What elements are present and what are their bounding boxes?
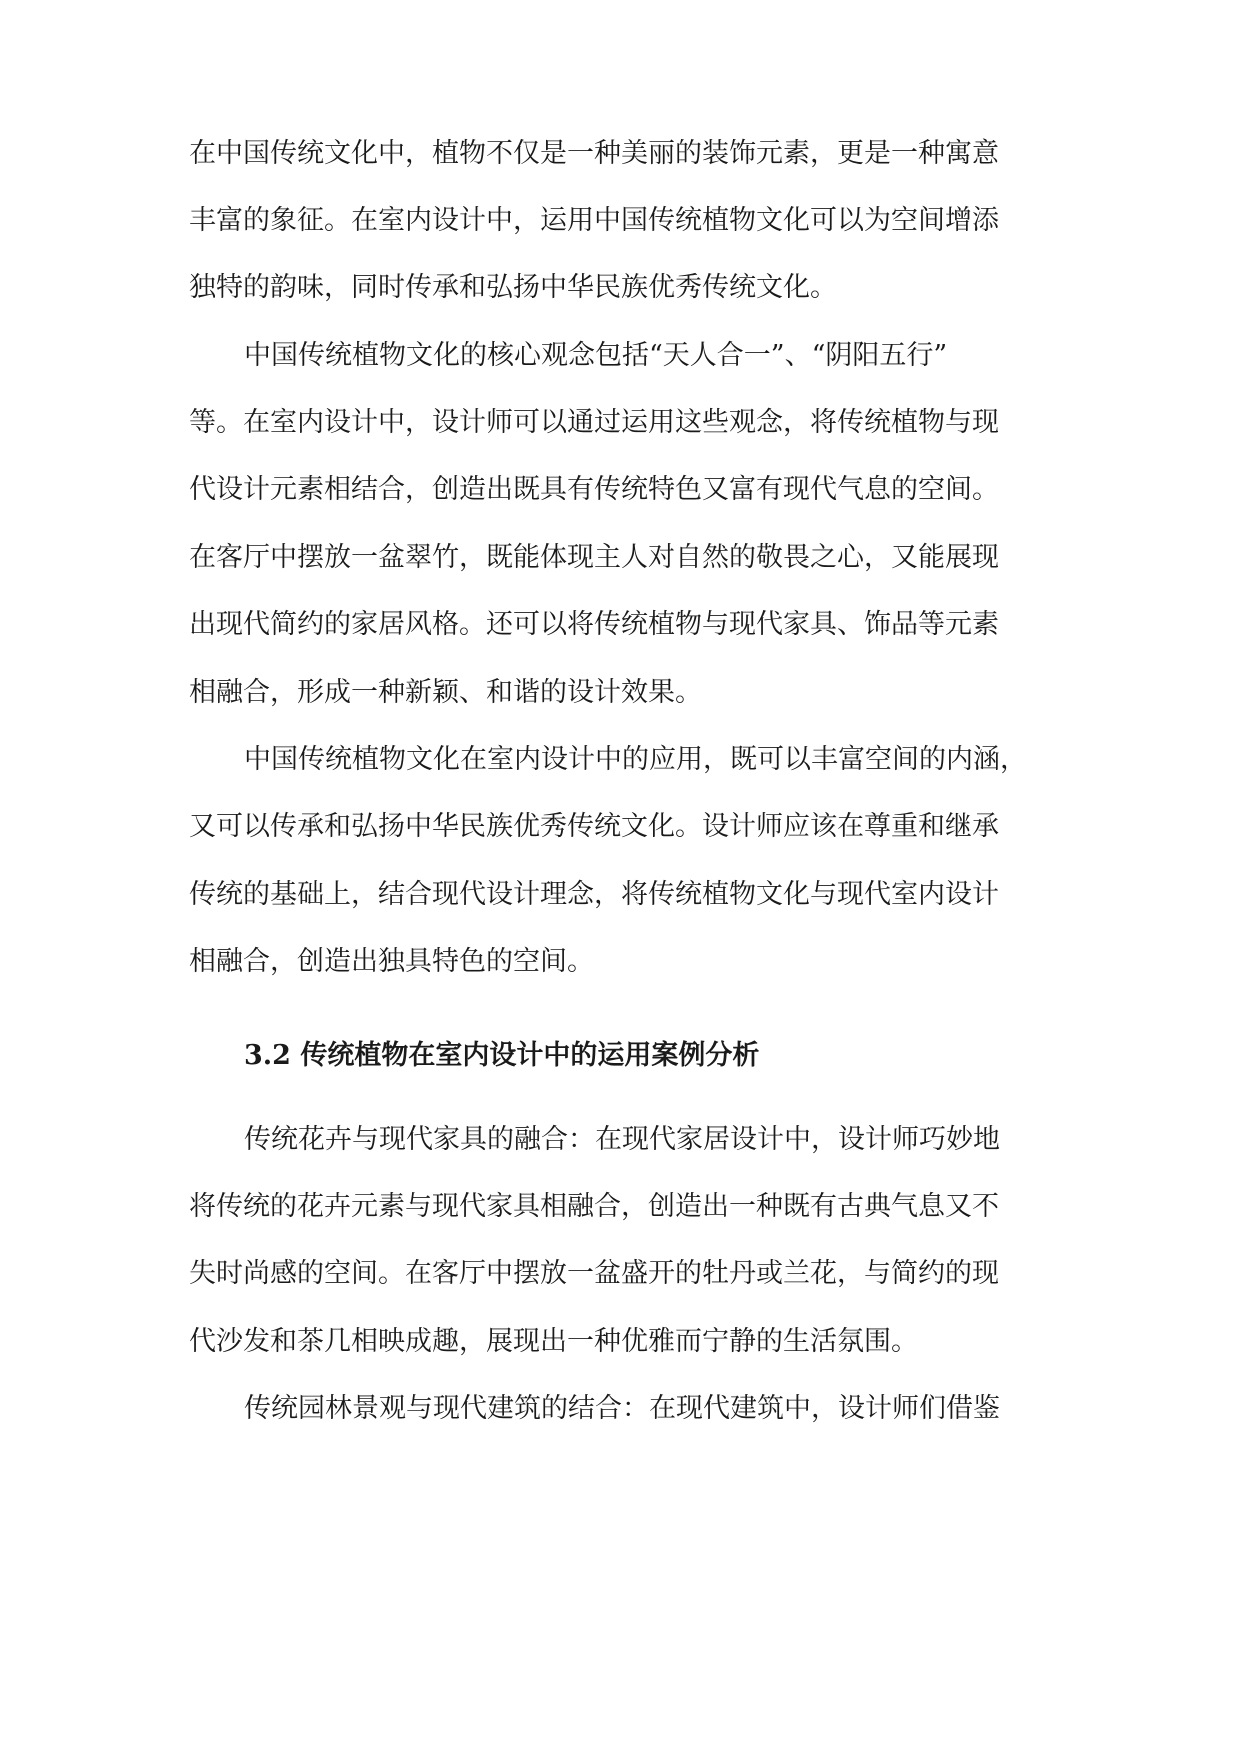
paragraph-3-line-1: 中国传统植物文化在室内设计中的应用，既可以丰富空间的内涵，	[244, 744, 1027, 775]
paragraph-2-line-6: 相融合，形成一种新颖、和谐的设计效果。	[189, 677, 702, 708]
paragraph-2-line-4: 在客厅中摆放一盆翠竹，既能体现主人对自然的敬畏之心，又能展现	[189, 542, 999, 573]
paragraph-4-line-2: 将传统的花卉元素与现代家具相融合，创造出一种既有古典气息又不	[189, 1191, 999, 1222]
paragraph-1-line-2: 丰富的象征。在室内设计中，运用中国传统植物文化可以为空间增添	[189, 205, 999, 236]
section-heading: 3.2 传统植物在室内设计中的运用案例分析	[244, 1040, 760, 1071]
paragraph-1-line-3: 独特的韵味，同时传承和弘扬中华民族优秀传统文化。	[189, 272, 837, 303]
paragraph-4-line-4: 代沙发和茶几相映成趣，展现出一种优雅而宁静的生活氛围。	[189, 1326, 918, 1357]
paragraph-4-line-3: 失时尚感的空间。在客厅中摆放一盆盛开的牡丹或兰花，与简约的现	[189, 1258, 999, 1289]
paragraph-2-line-2: 等。在室内设计中，设计师可以通过运用这些观念，将传统植物与现	[189, 407, 999, 438]
paragraph-1-line-1: 在中国传统文化中，植物不仅是一种美丽的装饰元素，更是一种寓意	[189, 138, 999, 169]
paragraph-2-line-3: 代设计元素相结合，创造出既具有传统特色又富有现代气息的空间。	[189, 474, 999, 505]
paragraph-4-line-1: 传统花卉与现代家具的融合：在现代家居设计中，设计师巧妙地	[244, 1124, 1000, 1155]
paragraph-5-line-1: 传统园林景观与现代建筑的结合：在现代建筑中，设计师们借鉴	[244, 1393, 1000, 1424]
paragraph-2-line-5: 出现代简约的家居风格。还可以将传统植物与现代家具、饰品等元素	[189, 609, 999, 640]
paragraph-3-line-3: 传统的基础上，结合现代设计理念，将传统植物文化与现代室内设计	[189, 879, 999, 910]
paragraph-2-line-1: 中国传统植物文化的核心观念包括“天人合一”、“阴阳五行”	[244, 340, 948, 371]
paragraph-3-line-2: 又可以传承和弘扬中华民族优秀传统文化。设计师应该在尊重和继承	[189, 811, 999, 842]
paragraph-3-line-4: 相融合，创造出独具特色的空间。	[189, 946, 594, 977]
